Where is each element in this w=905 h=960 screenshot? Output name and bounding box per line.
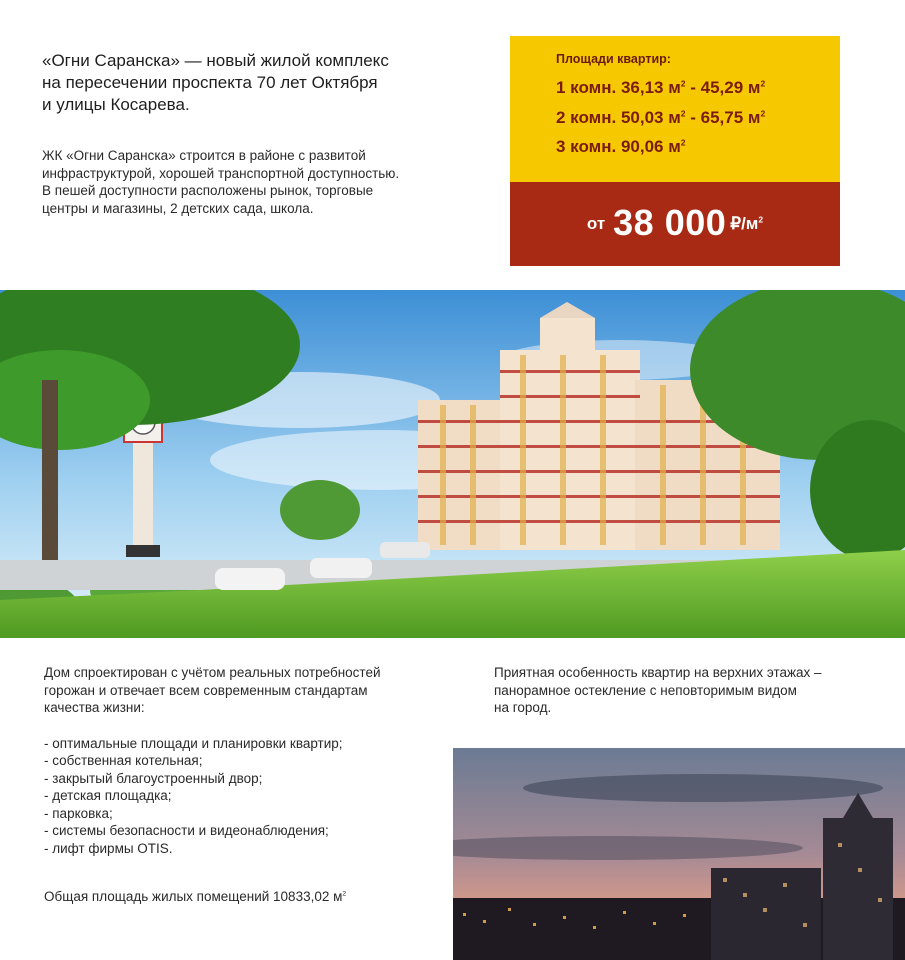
area-from: 50,03 м [620, 108, 681, 127]
panorama-line: на город. [494, 700, 552, 715]
area-rooms: 2 комн. [556, 108, 617, 127]
night-city-photo [453, 748, 905, 960]
sq-mark: 2 [680, 108, 686, 119]
intro-title [42, 50, 462, 116]
intro-body-line: центры и магазины, 2 детских сада, школа. [42, 200, 314, 216]
features-list [44, 735, 434, 858]
area-row-1-room [556, 78, 765, 98]
intro-body-line: В пешей доступности расположены рынок, торговые [42, 183, 374, 198]
night-city-illustration [453, 748, 905, 960]
area-rooms: 1 комн. [556, 78, 617, 97]
list-item: - лифт фирмы OTIS. [44, 840, 173, 856]
features-intro-line: горожан и отвечает всем современным стандартам [44, 682, 368, 698]
apartment-areas-box [510, 36, 840, 182]
intro-body-line: ЖК «Огни Саранска» строится в районе с развитой [42, 148, 366, 163]
sq-mark: 2 [760, 78, 766, 89]
intro-description [42, 147, 462, 217]
panorama-line: Приятная особенность квартир на верхних этажах – [494, 665, 822, 680]
list-item: - оптимальные площади и планировки квартир; [44, 735, 343, 751]
features-section [44, 664, 434, 857]
sq-mark: 2 [680, 78, 686, 89]
total-area [44, 889, 346, 904]
area-from: 90,06 м [620, 137, 681, 156]
intro-title-line: и улицы Косарева. [42, 95, 190, 114]
features-intro-line: качества жизни: [44, 700, 145, 715]
features-intro-line: Дом спроектирован с учётом реальных потребностей [44, 665, 381, 680]
area-row-2-room [556, 108, 765, 128]
list-item: - системы безопасности и видеонаблюдения; [44, 823, 329, 838]
area-to: - 65,75 м [690, 108, 761, 127]
list-item: - собственная котельная; [44, 753, 203, 768]
list-item: - парковка; [44, 805, 113, 821]
area-row-3-room [556, 137, 686, 157]
sq-mark: 2 [760, 108, 766, 119]
area-rooms: 3 комн. [556, 137, 617, 156]
list-item: - детская площадка; [44, 788, 172, 803]
intro-title-line: на пересечении проспекта 70 лет Октября [42, 73, 378, 92]
area-from: 36,13 м [620, 78, 681, 97]
sq-mark: 2 [680, 137, 686, 148]
panorama-line: панорамное остекление с неповторимым видом [494, 682, 797, 698]
price-line [510, 202, 840, 244]
intro-title-line: «Огни Саранска» — новый жилой комплекс [42, 51, 389, 70]
area-to: - 45,29 м [690, 78, 761, 97]
price-prefix: от [586, 214, 606, 233]
price-card [510, 36, 840, 266]
sq-mark: 2 [758, 214, 764, 225]
price-box [510, 182, 840, 266]
list-item: - закрытый благоустроенный двор; [44, 770, 263, 786]
sq-mark: 2 [342, 890, 347, 898]
areas-title: Площади квартир: [556, 52, 671, 66]
hero-building-rendering [0, 290, 905, 638]
total-area-label: Общая площадь жилых помещений 10833,02 м [44, 889, 343, 904]
panorama-description [494, 664, 874, 717]
price-unit [730, 214, 763, 233]
price-unit-text: ₽/м [730, 214, 759, 233]
price-value: 38 000 [613, 202, 727, 243]
hero-illustration [0, 290, 905, 638]
intro-body-line: инфраструктурой, хорошей транспортной доступностью. [42, 165, 400, 181]
